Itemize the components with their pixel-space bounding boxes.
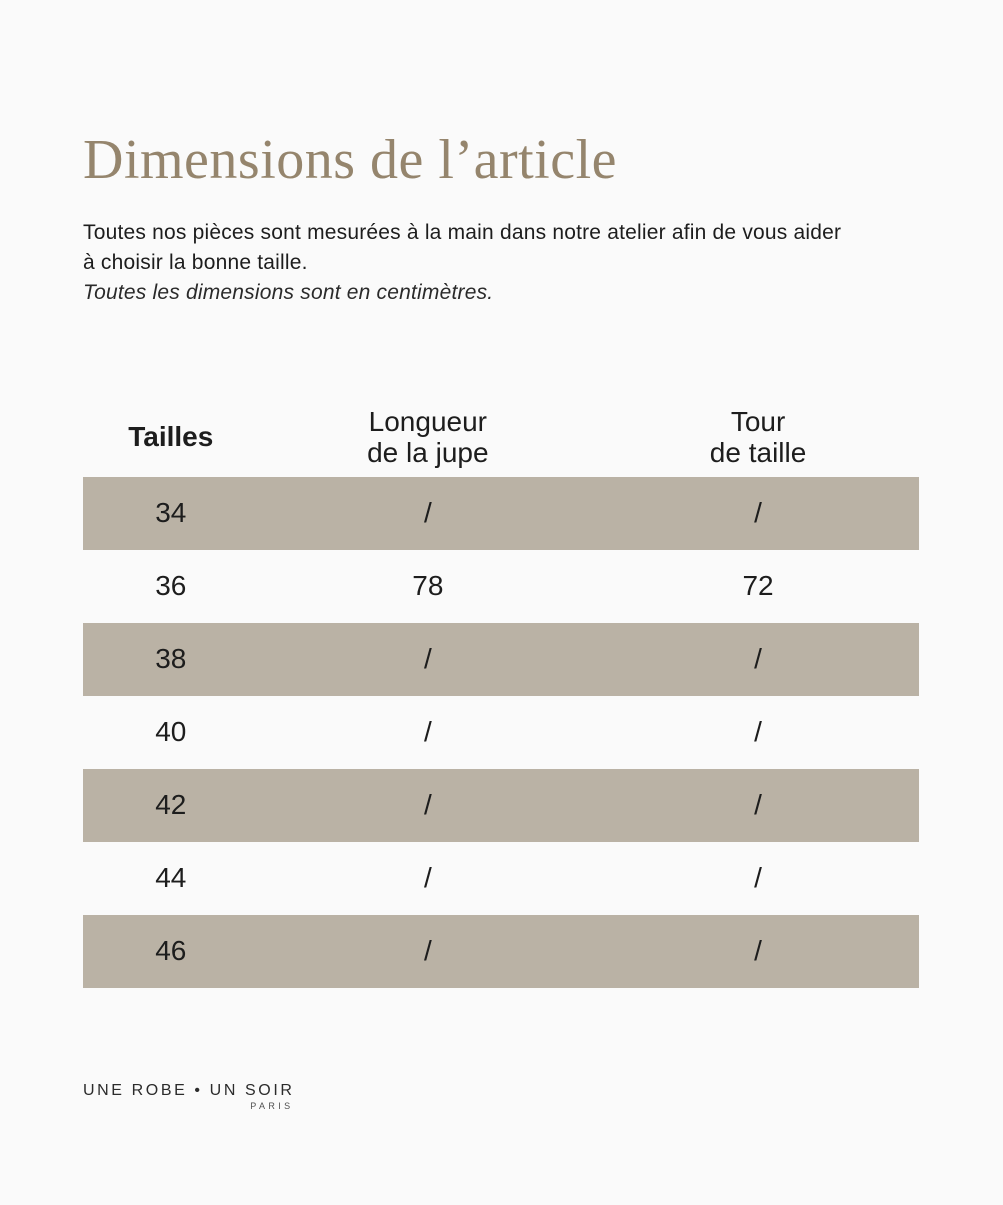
cell-longueur: 78 — [412, 570, 444, 602]
size-table — [83, 406, 919, 988]
cell-longueur: / — [423, 643, 432, 675]
cell-tour: / — [754, 716, 762, 748]
header-tour-line1: Tour — [730, 405, 786, 437]
cell-size: 38 — [155, 643, 187, 675]
cell-tour: / — [754, 862, 762, 894]
header-longueur-jupe — [259, 406, 598, 468]
cell-longueur: / — [423, 935, 432, 967]
table-row-40 — [83, 696, 919, 769]
page-title: Dimensions de l’article — [83, 129, 618, 191]
cell-tour: / — [754, 935, 762, 967]
cell-size: 34 — [155, 497, 187, 529]
intro-unit-note: Toutes les dimensions sont en centimètres. — [83, 280, 494, 304]
cell-size: 42 — [155, 789, 187, 821]
header-tailles — [83, 421, 259, 452]
intro-line-1: Toutes nos pièces sont mesurées à la main dans notre atelier afin de vous aider — [83, 220, 842, 244]
header-tour-line2: de taille — [709, 436, 807, 468]
table-row-42 — [83, 769, 919, 842]
intro-line-2: à choisir la bonne taille. — [83, 250, 308, 274]
table-row-34 — [83, 477, 919, 550]
cell-longueur: / — [423, 862, 432, 894]
cell-tour: / — [754, 643, 762, 675]
brand-name: UNE ROBE • UN SOIR — [83, 1081, 295, 1099]
cell-size: 46 — [155, 935, 187, 967]
size-table-header-row — [83, 406, 919, 477]
table-row-36 — [83, 550, 919, 623]
cell-size: 36 — [155, 570, 187, 602]
table-row-38 — [83, 623, 919, 696]
brand-city: PARIS — [250, 1100, 294, 1111]
header-tour-taille — [597, 406, 919, 468]
header-longueur-line1: Longueur — [368, 405, 487, 437]
header-tailles-label: Tailles — [128, 421, 214, 453]
cell-tour: / — [754, 497, 762, 529]
cell-size: 44 — [155, 862, 187, 894]
cell-tour: 72 — [742, 570, 774, 602]
table-row-46 — [83, 915, 919, 988]
table-row-44 — [83, 842, 919, 915]
brand-logo — [83, 1082, 295, 1111]
cell-longueur: / — [423, 497, 432, 529]
cell-tour: / — [754, 789, 762, 821]
cell-size: 40 — [155, 716, 187, 748]
header-longueur-line2: de la jupe — [367, 436, 489, 468]
cell-longueur: / — [423, 789, 432, 821]
cell-longueur: / — [423, 716, 432, 748]
intro-text — [83, 218, 919, 308]
